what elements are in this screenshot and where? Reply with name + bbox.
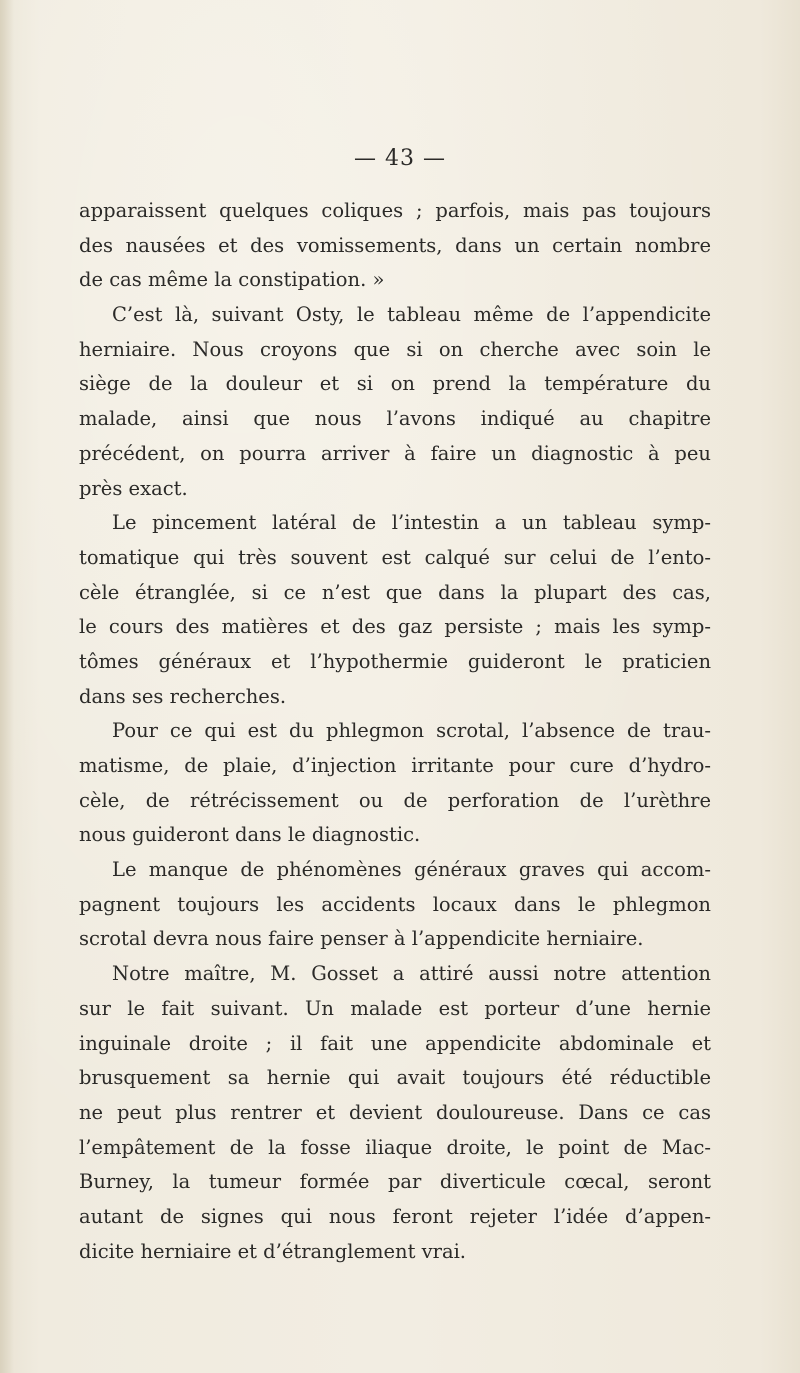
text-line: pagnent toujours les accidents locaux dans le phlegmon [79,892,711,916]
text-line: près exact. [79,476,188,500]
text-line: Le pincement latéral de l’intestin a un tableau symp- [112,511,711,535]
text-line: dans ses recherches. [79,684,287,708]
text-line: inguinale droite ; il fait une appendicite abdominale et [79,1031,711,1055]
text-line: l’empâtement de la fosse iliaque droite, le point de Mac- [79,1135,711,1159]
text-line: Le manque de phénomènes généraux graves qui accom- [112,858,711,882]
text-line: de cas même la constipation. » [79,268,385,292]
text-line: le cours des matières et des gaz persiste ; mais les symp- [79,615,711,639]
text-line: précédent, on pourra arriver à faire un diagnostic à peu [79,441,711,465]
text-line: dicite herniaire et d’étranglement vrai. [79,1239,467,1263]
page-number: — 43 — [354,146,446,171]
text-line: Notre maître, M. Gosset a attiré aussi notre attention [112,962,711,986]
text-line: tômes généraux et l’hypothermie guideront le praticien [79,649,711,673]
text-line: nous guideront dans le diagnostic. [79,823,421,847]
text-line: cèle, de rétrécissement ou de perforation de l’urèthre [79,788,711,812]
text-line: scrotal devra nous faire penser à l’appendicite herniaire. [79,927,644,951]
page-edge-shadow [0,0,14,1373]
text-line: ne peut plus rentrer et devient douloureuse. Dans ce cas [79,1100,711,1124]
text-line: tomatique qui très souvent est calqué sur celui de l’ento- [79,545,711,569]
text-line: malade, ainsi que nous l’avons indiqué au chapitre [79,407,711,431]
text-line: C’est là, suivant Osty, le tableau même de l’appendicite [112,303,711,327]
text-line: apparaissent quelques coliques ; parfois, mais pas toujours [79,199,711,222]
text-line: herniaire. Nous croyons que si on cherche avec soin le [79,337,711,361]
text-line: siège de la douleur et si on prend la température du [79,372,711,396]
body-text [79,194,711,1269]
text-line: cèle étranglée, si ce n’est que dans la plupart des cas, [79,580,711,604]
text-line: Pour ce qui est du phlegmon scrotal, l’absence de trau- [112,719,711,743]
text-line: sur le fait suivant. Un malade est porteur d’une hernie [79,996,711,1020]
text-line: brusquement sa hernie qui avait toujours été réductible [79,1066,711,1090]
text-line: matisme, de plaie, d’injection irritante pour cure d’hydro- [79,754,711,777]
text-line: des nausées et des vomissements, dans un certain nombre [79,233,711,257]
text-line: autant de signes qui nous feront rejeter l’idée d’appen- [79,1204,711,1228]
text-line: Burney, la tumeur formée par diverticule cœcal, seront [79,1170,711,1194]
